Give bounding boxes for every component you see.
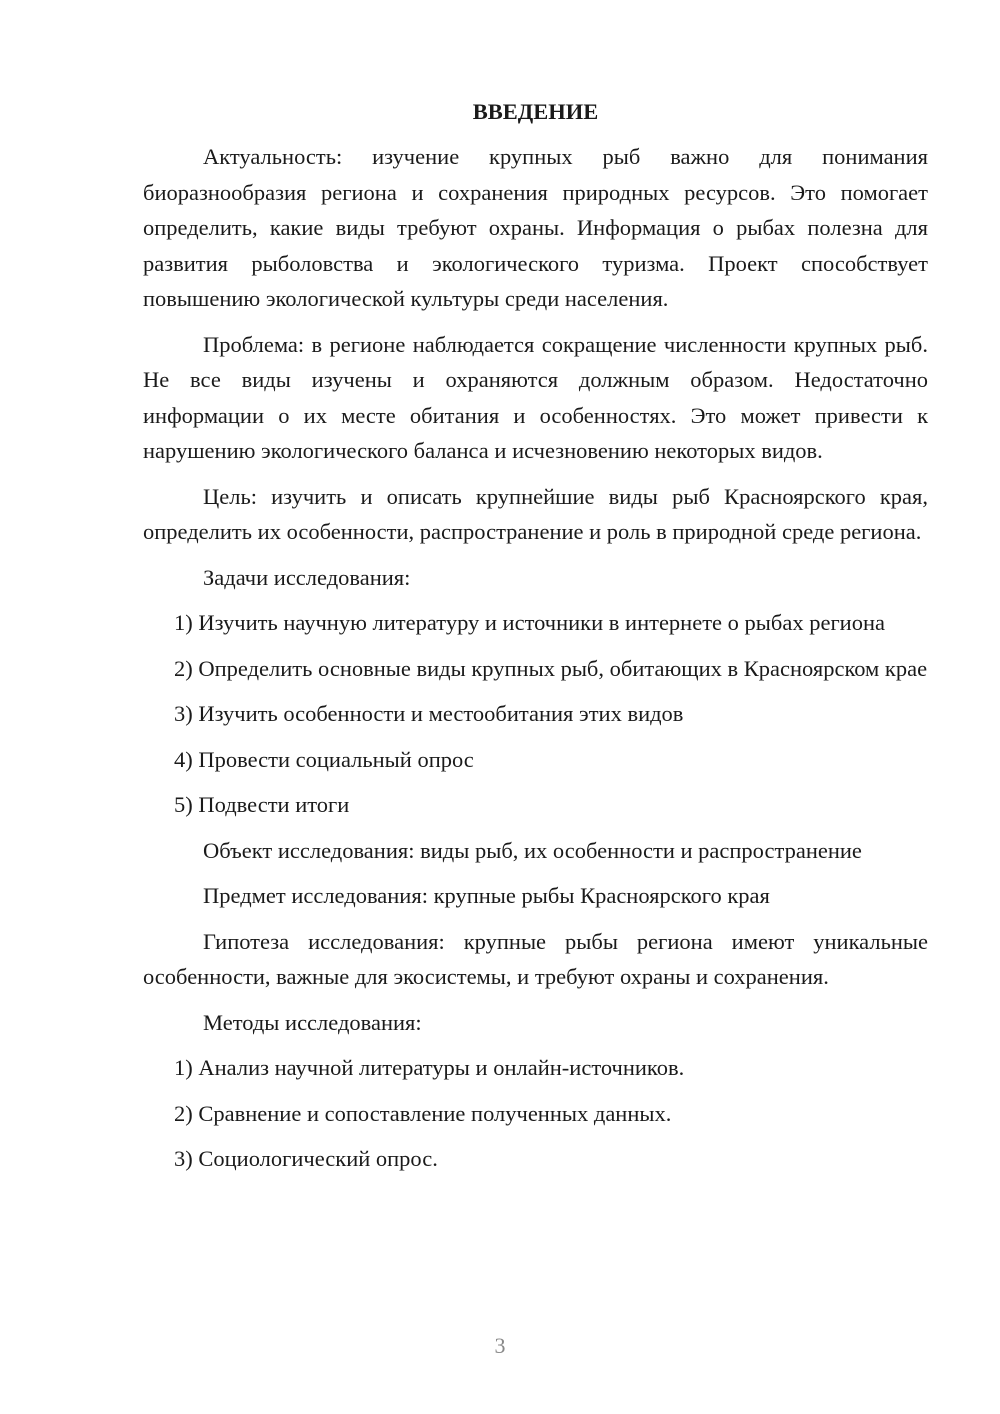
method-item: 2) Сравнение и сопоставление полученных данных. — [174, 1100, 672, 1126]
page-number: 3 — [494, 1333, 506, 1358]
hypothesis-paragraph: Гипотеза исследования: крупные рыбы региона имеют уникальные особенности, важные для экосистемы, и требуют охраны и сохранения. — [143, 928, 928, 989]
object-paragraph: Объект исследования: виды рыб, их особенности и распространение — [203, 837, 862, 863]
problem-paragraph: Проблема: в регионе наблюдается сокращение численности крупных рыб. Не все виды изучены и охраняются должным образом. Недостаточно информации о их месте обитания и особенностях. Это может привести к нарушению экологического баланса и исчезновению некоторых видов. — [143, 331, 928, 463]
task-item: 3) Изучить особенности и местообитания этих видов — [174, 701, 684, 726]
task-item: 1) Изучить научную литературу и источники в интернете о рыбах региона — [174, 610, 885, 635]
relevance-paragraph: Актуальность: изучение крупных рыб важно для понимания биоразнообразия региона и сохранения природных ресурсов. Это помогает определить, какие виды требуют охраны. Информация о рыбах полезна для развития рыболовства и экологического туризма. Проект способствует повышению экологической культуры среди населения. — [143, 144, 928, 311]
methods-heading: Методы исследования: — [203, 1009, 422, 1035]
document-page — [143, 94, 928, 1187]
subject-paragraph: Предмет исследования: крупные рыбы Красноярского края — [203, 883, 770, 908]
section-title: ВВЕДЕНИЕ — [472, 99, 599, 124]
tasks-heading: Задачи исследования: — [203, 564, 411, 590]
method-item: 1) Анализ научной литературы и онлайн-источников. — [174, 1055, 685, 1080]
task-item: 4) Провести социальный опрос — [174, 746, 474, 772]
task-item: 5) Подвести итоги — [174, 792, 350, 817]
method-item: 3) Социологический опрос. — [174, 1146, 438, 1171]
goal-paragraph: Цель: изучить и описать крупнейшие виды рыб Красноярского края, определить их особенности, распространение и роль в природной среде региона. — [143, 483, 928, 544]
task-item: 2) Определить основные виды крупных рыб, обитающих в Красноярском крае — [174, 655, 928, 681]
